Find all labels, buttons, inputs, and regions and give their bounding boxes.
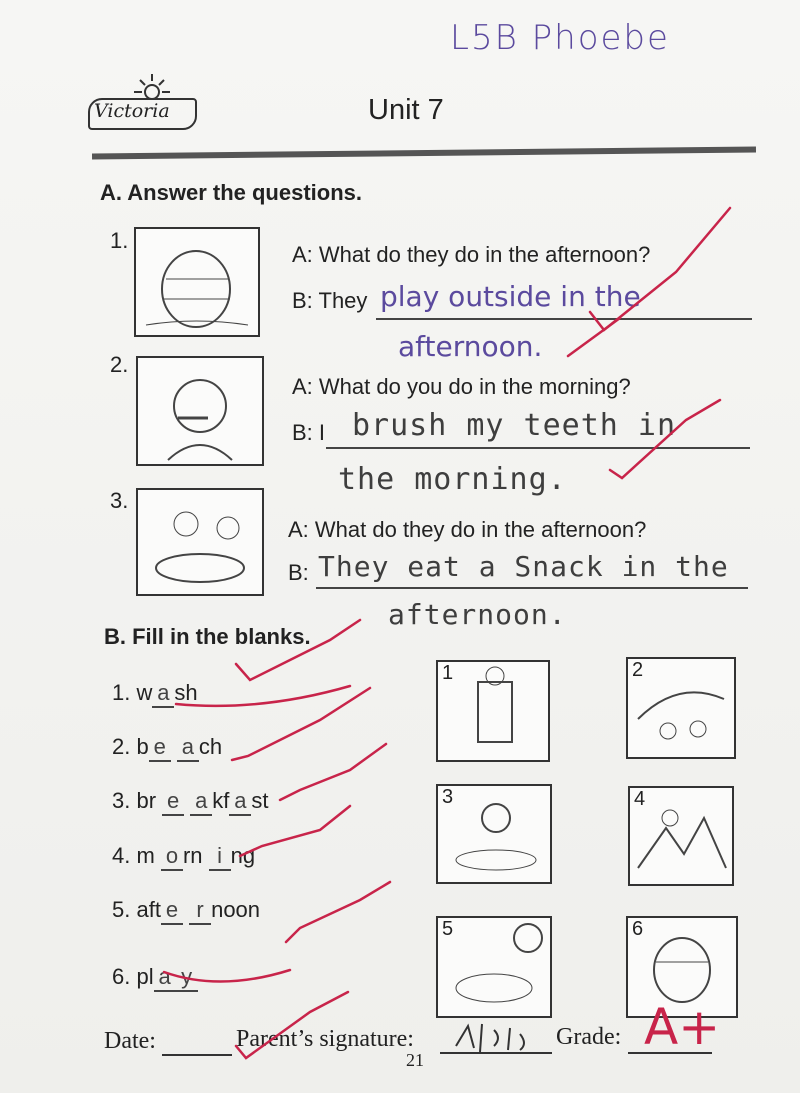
panel-number: 3 (442, 786, 454, 808)
check-mark (164, 970, 290, 982)
letters: rn (182, 843, 203, 868)
question-1: A: What do they do in the afternoon? (292, 242, 651, 267)
letters: ng (230, 843, 256, 868)
filled-blank: a (154, 964, 176, 992)
date-label: Date: (104, 1028, 156, 1054)
item-number: 3. (112, 788, 131, 813)
filled-blank: a (190, 788, 212, 816)
filled-blank: e (149, 734, 171, 762)
item-number: 4. (112, 843, 131, 868)
letters: sh (174, 680, 198, 705)
item-number: 5. (112, 897, 131, 922)
signature-label: Parent’s signature: (236, 1026, 414, 1052)
check-mark (590, 208, 730, 330)
filled-blank: a (177, 734, 199, 762)
filled-blank: e (161, 897, 183, 925)
panel-number: 4 (634, 788, 646, 810)
answer-1-line2: afternoon. (398, 330, 543, 363)
question-2: A: What do you do in the morning? (292, 374, 631, 399)
unit-title: Unit 7 (368, 94, 444, 126)
section-b-title: B. Fill in the blanks. (104, 624, 311, 649)
page-number: 21 (406, 1050, 424, 1070)
filled-blank: a (229, 788, 251, 816)
student-name: L5B Phoebe (450, 18, 670, 58)
letters: m (136, 843, 155, 868)
item-number: 1. (110, 228, 129, 253)
grade-value: A+ (644, 998, 721, 1056)
check-mark (240, 806, 350, 856)
check-mark (610, 400, 720, 478)
filled-blank: o (161, 843, 183, 871)
check-mark (280, 744, 386, 800)
filled-blank: y (176, 964, 198, 992)
letters: st (251, 788, 269, 813)
panel-number: 6 (632, 918, 644, 940)
item-number: 2. (112, 734, 131, 759)
filled-blank: a (152, 680, 174, 708)
check-mark (236, 992, 348, 1058)
panel-number: 2 (632, 659, 644, 681)
answer-3-line1: They eat a Snack in the (318, 550, 729, 583)
check-mark (286, 882, 390, 942)
letters: b (136, 734, 149, 759)
answer-1-line1: play outside in the (380, 280, 641, 313)
panel-number: 5 (442, 918, 454, 940)
answer-prefix-3: B: (288, 560, 309, 585)
letters: br (136, 788, 157, 813)
check-mark (568, 318, 620, 356)
panel-number: 1 (442, 662, 454, 684)
answer-2-line1: brush my teeth in (352, 408, 677, 443)
answer-prefix-2: B: I (292, 420, 326, 445)
question-3: A: What do they do in the afternoon? (288, 517, 647, 542)
filled-blank: r (189, 897, 211, 925)
item-number: 2. (110, 352, 129, 377)
letters: aft (136, 897, 161, 922)
letters: pl (136, 964, 154, 989)
letters: w (136, 680, 153, 705)
item-number: 1. (112, 680, 131, 705)
answer-3-line2: afternoon. (388, 598, 567, 631)
grade-label: Grade: (556, 1024, 622, 1050)
filled-blank: i (209, 843, 231, 871)
logo-text: Victoria (94, 100, 170, 122)
item-number: 3. (110, 488, 129, 513)
item-number: 6. (112, 964, 131, 989)
answer-2-line2: the morning. (338, 462, 567, 497)
check-mark (236, 620, 360, 680)
check-mark (176, 686, 350, 706)
answer-prefix-1: B: They (292, 288, 368, 313)
letters: kf (212, 788, 230, 813)
letters: ch (198, 734, 223, 759)
letters: noon (211, 897, 261, 922)
section-a-title: A. Answer the questions. (100, 180, 363, 205)
filled-blank: e (162, 788, 184, 816)
